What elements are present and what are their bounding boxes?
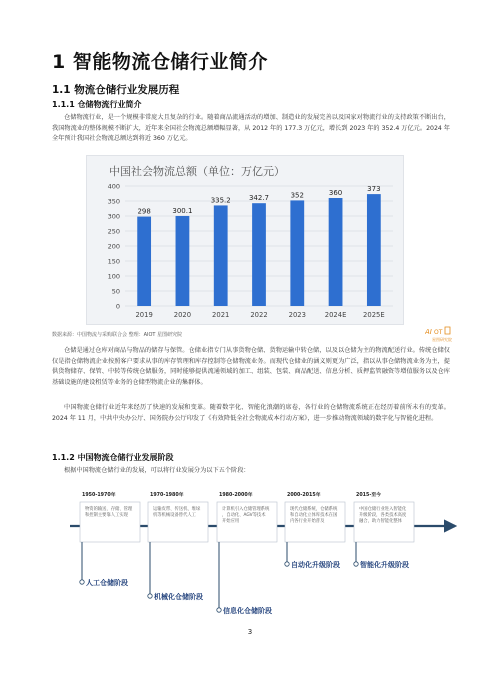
bar-2022	[252, 203, 266, 306]
y-tick-label-7: 350	[107, 197, 120, 206]
y-tick-label-8: 400	[107, 182, 120, 191]
chart-container	[86, 155, 404, 325]
svg-text:AI: AI	[425, 328, 432, 336]
stage-desc-1: 运输皮带、传送机、堆垛机等机械设备替代人工	[153, 507, 201, 518]
stage-marker-1	[148, 594, 152, 598]
y-tick-label-1: 50	[111, 287, 120, 296]
x-tick-label-2025E: 2025E	[363, 311, 385, 319]
subsection-title: 1.1 物流仓储行业发展历程	[52, 84, 180, 96]
stage-marker-0	[80, 580, 84, 584]
data-label-2021: 335.2	[210, 196, 231, 205]
x-tick-label-2024E: 2024E	[324, 311, 347, 319]
stage-name-1: 机械化仓储阶段	[154, 593, 203, 601]
stage-name-0: 人工仓储阶段	[86, 579, 128, 587]
bar-2019	[137, 217, 151, 306]
svg-text:OT: OT	[434, 329, 443, 336]
bar-2024E	[329, 198, 343, 306]
bar-2020	[176, 216, 190, 306]
y-tick-label-2: 100	[107, 272, 120, 281]
x-tick-label-2020: 2020	[173, 311, 192, 319]
y-tick-label-5: 250	[107, 227, 120, 236]
bar-2023	[290, 200, 304, 306]
bar-2021	[214, 205, 228, 306]
stage-period-3: 2000-2015年	[287, 493, 321, 498]
data-label-2025E: 373	[367, 185, 381, 194]
x-tick-label-2023: 2023	[288, 311, 306, 319]
stage-desc-0: 物资的输送、存储、管理和控制主要靠人工实现	[85, 507, 133, 518]
paragraph-development: 中国物流仓储行业近年来经历了快速的发展和变革。随着数字化、智能化浪潮的席卷，各行业的仓储物流系统正在经历着前所未有的变革。2024 年 11 月，中共中央办公厅、国务院办公厅印发了《有效降低全社会物流成本行动方案》，进一步推动物流领域的数字化与智能化进程。	[52, 404, 450, 422]
stage-marker-4	[354, 562, 358, 566]
y-tick-label-0: 0	[115, 302, 120, 311]
data-label-2024E: 360	[328, 189, 343, 197]
stage-period-1: 1970-1980年	[150, 493, 184, 498]
chart-title: 中国社会物流总额（单位：万亿元）	[109, 165, 285, 178]
stage-name-4: 智能化升级阶段	[360, 561, 409, 569]
paragraph-definition: 仓储是通过仓库对商品与物品的储存与保管。仓储业指专门从事货物仓储、货物运输中转仓储，以及以仓储为主的物流配送行业。传统仓储仅仅是指仓储物流企业按照客户要求从事的库存管理和库存控制等仓储物流业务。而现代仓储业的涵义则更为广泛，指以从事仓储物流业务为主，提供货物储存、保管、中转等传统仓储服务，同时能够提供流通领域的加工、组装、包装、商品配送、信息分析、质押监管融资等增值服务以及仓库基础设施的建设租赁等业务的仓储型物流企业的集群体。	[52, 347, 450, 386]
stage-desc-3: 现代仓储系统，仓储系统和自动化立体库技术在国内各行业开始普及	[290, 507, 338, 524]
data-label-2019: 298	[137, 207, 151, 216]
chart-source: 数据来源：中国物流与采购联合会 整理：AIOT 星图研究院	[52, 332, 183, 338]
bar-2025E	[367, 194, 381, 306]
y-tick-label-3: 150	[107, 257, 120, 266]
x-tick-label-2022: 2022	[250, 311, 268, 319]
subsubsection-title-1: 1.1.1 仓储物流行业简介	[52, 100, 142, 109]
section-title: 1 智能物流仓储行业简介	[52, 51, 268, 73]
x-tick-label-2021: 2021	[212, 311, 230, 319]
stage-period-2: 1980-2000年	[219, 493, 253, 498]
stage-name-3: 自动化升级阶段	[291, 561, 340, 569]
data-label-2020: 300.1	[172, 206, 193, 215]
subsubsection-title-2: 1.1.2 中国物流仓储行业发展阶段	[52, 453, 174, 462]
stage-marker-3	[285, 562, 289, 566]
x-tick-label-2019: 2019	[135, 311, 153, 319]
stage-period-4: 2015-至今	[356, 493, 381, 498]
paragraph-intro: 仓储物流行业，是一个规模非常庞大且复杂的行业。随着商品流通活动的增加、制造业的发展完善以及国家对物流行业的支持政策不断出台，我国物流业的整体规模不断扩大，近年来全国社会物流总额增幅显著，从 2012 年的 177.3 万亿元，增长到 2023 年的 352.4 万亿元。2024 年全年预计我国社会物流总额达到将近 360 万亿元。	[52, 114, 450, 143]
stage-period-0: 1950-1970年	[82, 493, 116, 498]
stage-marker-2	[217, 608, 221, 612]
page-number: 3	[247, 628, 253, 636]
stage-desc-4: 中国仓储行业进入智能化升级阶段，各类技术高度融合，助力智能化整体	[359, 507, 407, 524]
data-label-2022: 342.7	[248, 194, 270, 203]
stage-desc-2: 计算机引入仓储管理系统，自动化、AGV等技术开始应用	[222, 507, 270, 524]
logo-caption: 星图研究院	[432, 337, 452, 342]
data-label-2023: 352	[290, 191, 304, 200]
stage-name-2: 信息化仓储阶段	[223, 607, 272, 615]
logistics-total-bar-chart	[87, 156, 405, 326]
development-stages-timeline	[70, 484, 460, 624]
y-tick-label-6: 300	[107, 212, 120, 221]
y-tick-label-4: 200	[107, 242, 120, 251]
paragraph-stages-intro: 根据中国物流仓储行业的发展，可以将行业发展分为以下五个阶段：	[64, 467, 250, 474]
